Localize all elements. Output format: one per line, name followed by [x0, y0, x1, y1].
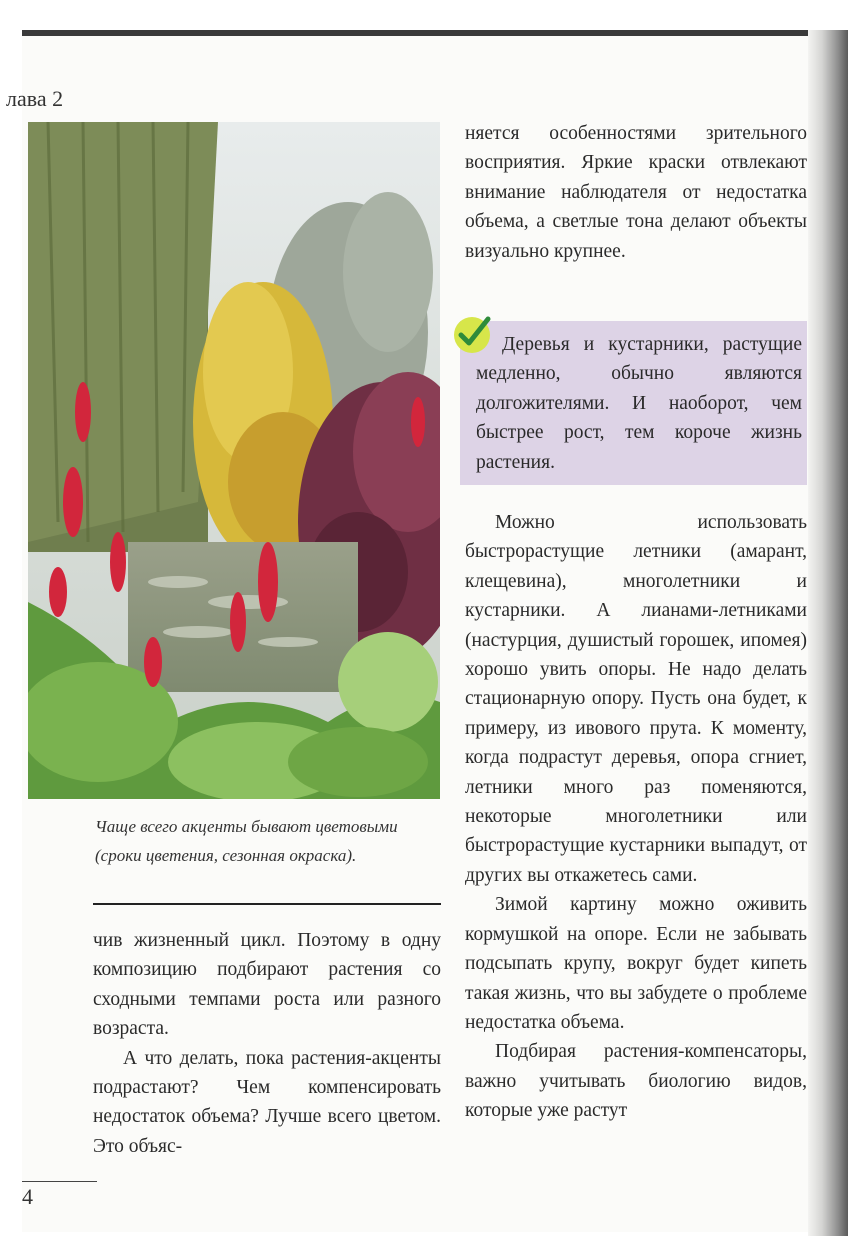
scan-margin [848, 30, 866, 1236]
book-spine-shadow [808, 30, 848, 1236]
right-column-text-top [465, 119, 807, 266]
tip-text: Деревья и кустарники, растущие медленно, обычно являются долгожителями. И наоборот, чем быстрее рост, тем короче жизнь растения. [476, 334, 802, 473]
page-number: 4 [22, 1184, 33, 1209]
paragraph: няется особенностями зрительного восприятия. Яркие краски отвлекают внимание наблюдателя от недостатка объема, а светлые тона делают объекты визуально крупнее. [465, 123, 807, 262]
paragraph: Зимой картину можно оживить кормушкой на опоре. Если не забывать подсыпать крупу, вокруг будет кипеть такая жизнь, что вы забудете о проблеме недостатка объема. [465, 894, 807, 1033]
paragraph: Можно использовать быстрорастущие летники (амарант, клещевина), многолетники и кустарники. А лианами-летниками (настурция, душистый горошек, ипомея) хорошо увить опоры. Не надо делать стационарную опору. Пусть она будет, к примеру, из ивового прута. К моменту, когда подрастут деревья, опора сгниет, летники много раз поменяются, некоторые многолетники или быстрорастущие кустарники выпадут, от других вы откажетесь сами. [465, 512, 807, 886]
paragraph: чив жизненный цикл. Поэтому в одну композицию подбирают растения со сходными темпами роста или разного возраста. [93, 930, 441, 1040]
chapter-header: лава 2 [6, 86, 64, 111]
caption-divider [93, 903, 441, 905]
paragraph: Подбирая растения-компенсаторы, важно учитывать биологию видов, которые уже растут [465, 1041, 807, 1122]
paragraph: А что делать, пока растения-акценты подрастают? Чем компенсировать недостаток объема? Лучше всего цветом. Это объяс- [93, 1047, 441, 1157]
left-column-text [93, 926, 441, 1161]
footer-rule [22, 1181, 97, 1182]
right-column-text-bottom [465, 508, 807, 1126]
photo-caption: Чаще всего акценты бывают цветовыми (сроки цветения, сезонная окраска). [95, 817, 398, 865]
garden-photo [28, 122, 440, 799]
